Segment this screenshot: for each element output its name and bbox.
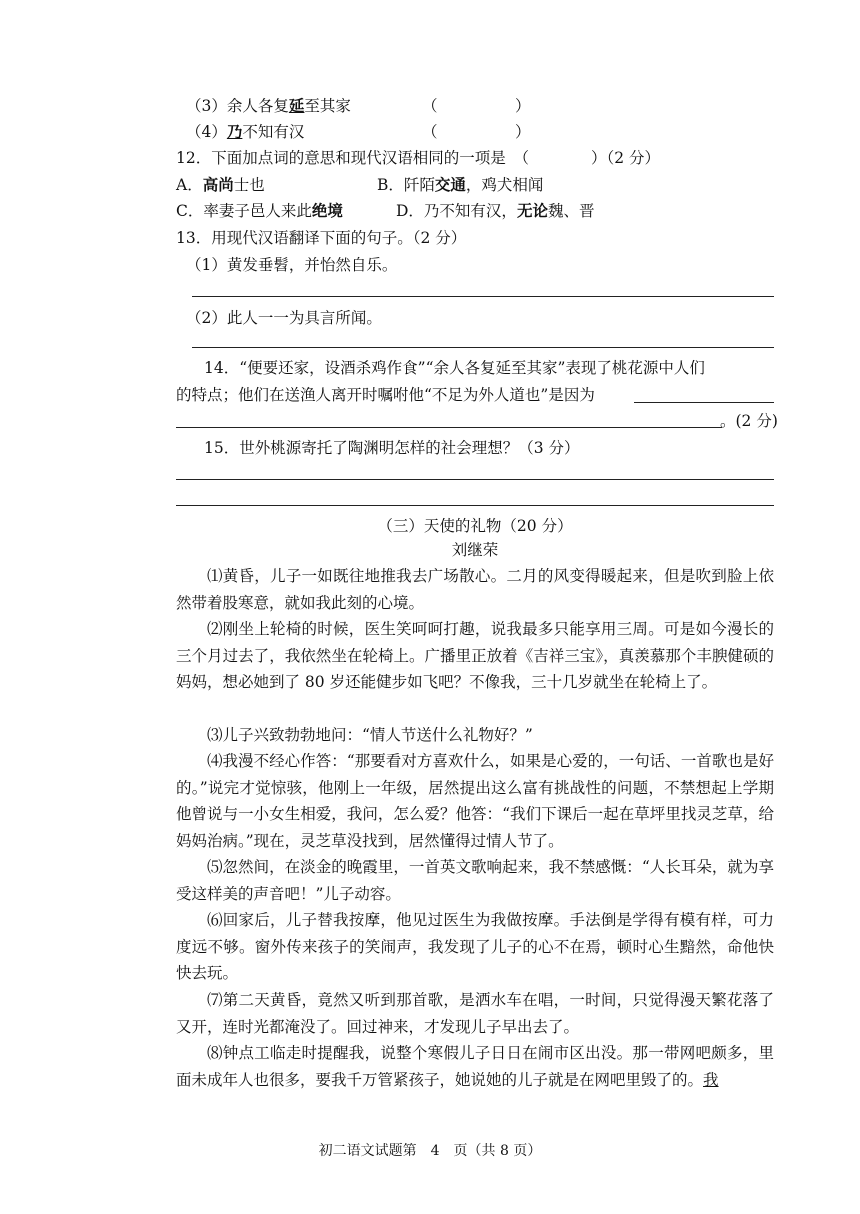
article-author: 刘继荣 (451, 541, 499, 559)
key-word: 交通 (434, 175, 466, 194)
q12-option-d[interactable] (396, 199, 594, 223)
option-label: C．率妻子邑人来此 (176, 202, 312, 220)
key-word: 无论 (516, 201, 548, 220)
q13-sentence-1: （1）黄发垂髫，并怡然自乐。 (186, 256, 398, 274)
answer-line-13-1[interactable] (192, 296, 774, 297)
page-footer: 初二语文试题第 4 页（共 8 页） (318, 1143, 542, 1159)
section-title: （三）天使的礼物（20 分） (377, 517, 573, 535)
underlined-text: 我 (703, 1070, 719, 1089)
answer-line-13-2[interactable] (192, 347, 774, 348)
key-word: 高尚 (202, 175, 234, 194)
article-paragraph-4: ⑷我漫不经心作答：“那要看对方喜欢什么，如果是心爱的，一句话、一首歌也是好的。”说完才觉惊骇，他刚上一年级，居然提出这么富有挑战性的问题，不禁想起上学期他曾说与一小女生相爱，我问，怎么爱？他答：“我们下课后一起在草坪里找灵芝草，给妈妈治病。”现在，灵芝草没找到，居然懂得过情人节了。 (176, 752, 774, 850)
item-number: （3） (186, 97, 227, 115)
item-text: 至其家 (304, 97, 351, 115)
article-paragraph-7: ⑺第二天黄昏，竟然又听到那首歌，是洒水车在唱，一时间，只觉得漫天繁花落了又开，连时光都淹没了。回过神来，才发现儿子早出去了。 (176, 991, 774, 1036)
article-paragraph-8 (176, 1040, 774, 1093)
article-paragraph-5: ⑸忽然间，在淡金的晚霞里，一首英文歌响起来，我不禁感慨：“人长耳朵，就为享受这样美的声音吧！”儿子动容。 (176, 858, 774, 903)
article-paragraph-6: ⑹回家后，儿子替我按摩，他见过医生为我做按摩。手法倒是学得有模有样，可力度远不够。窗外传来孩子的笑闹声，我发现了儿子的心不在焉，顿时心生黯然，命他快快去玩。 (176, 911, 774, 982)
q13-stem: 13．用现代汉语翻译下面的句子。（2 分） (176, 229, 467, 247)
q14-line-2: 的特点；他们在送渔人离开时嘱咐他“不足为外人道也”是因为 (176, 386, 595, 404)
q11-item-3 (186, 94, 351, 118)
q13-sentence-2: （2）此人一一为具言所闻。 (186, 309, 382, 327)
q12-stem: 12．下面加点词的意思和现代汉语相同的一项是 （ ）（2 分） (176, 149, 661, 167)
item-text: 不知有汉 (242, 123, 305, 141)
answer-line-14-a[interactable] (634, 402, 774, 403)
article-paragraph-1: ⑴黄昏，儿子一如既往地推我去广场散心。二月的风变得暖起来，但是吹到脸上依然带着股寒意，就如我此刻的心境。 (176, 567, 774, 612)
option-text: 魏、晋 (547, 202, 595, 220)
key-word: 乃 (226, 122, 243, 141)
option-text: 士也 (233, 176, 265, 194)
item-text: 余人各复 (226, 97, 289, 115)
option-label: B．阡陌 (377, 176, 435, 194)
option-label: D．乃不知有汉， (396, 202, 517, 220)
q12-option-b[interactable] (377, 173, 543, 197)
q11-item-3-blank[interactable]: （ ） (422, 97, 531, 115)
option-text: ，鸡犬相闻 (465, 176, 544, 194)
q11-item-4-blank[interactable]: （ ） (422, 123, 531, 141)
q15-stem: 15．世外桃源寄托了陶渊明怎样的社会理想？（3 分） (204, 439, 580, 457)
answer-line-15-2[interactable] (176, 505, 774, 506)
article-paragraph-2: ⑵刚坐上轮椅的时候，医生笑呵呵打趣，说我最多只能享用三周。可是如今漫长的三个月过去了，我依然坐在轮椅上。广播里正放着《吉祥三宝》，真羡慕那个丰腴健硕的妈妈，想必她到了 80 岁还能健步如飞吧？不像我，三十几岁就坐在轮椅上了。 (176, 620, 774, 691)
key-word: 绝境 (311, 201, 343, 220)
option-label: A． (176, 176, 203, 194)
answer-line-14-b[interactable] (176, 427, 722, 428)
article-paragraph-3: ⑶儿子兴致勃勃地问：“情人节送什么礼物好？” (207, 726, 533, 744)
q11-item-4 (186, 120, 304, 144)
q14-line-1: 14．“便要还家，设酒杀鸡作食”“余人各复延至其家”表现了桃花源中人们 (204, 359, 705, 377)
key-word: 延 (288, 96, 305, 115)
paragraph-text: ⑻钟点工临走时提醒我，说整个寒假儿子日日在闹市区出没。那一带网吧颇多，里面未成年人也很多，要我千万管紧孩子，她说她的儿子就是在网吧里毁了的。 (176, 1044, 774, 1089)
answer-line-15-1[interactable] (176, 479, 774, 480)
item-number: （4） (186, 123, 227, 141)
q12-option-c[interactable] (176, 199, 343, 223)
q14-score: 。(2 分) (720, 412, 778, 430)
q12-option-a[interactable] (176, 173, 265, 197)
